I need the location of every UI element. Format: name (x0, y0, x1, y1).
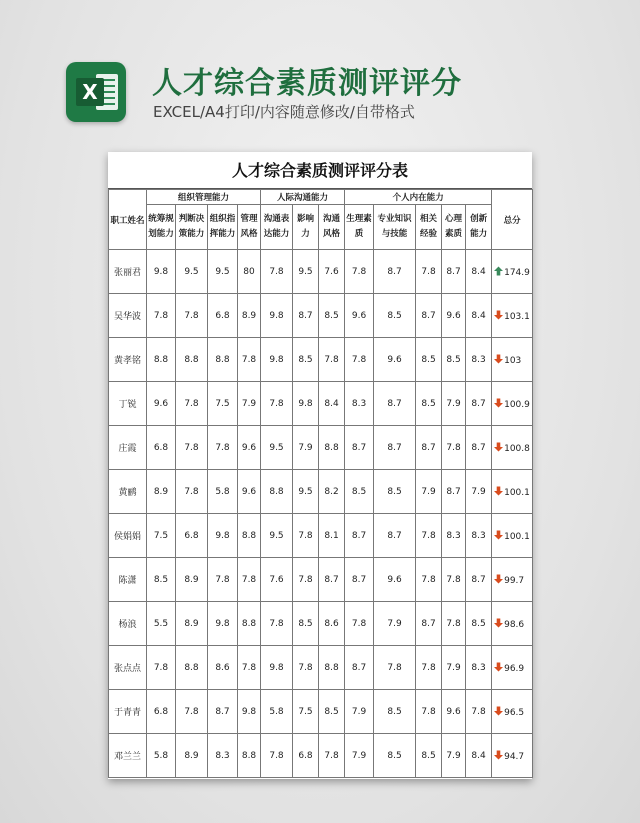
score-cell: 9.5 (208, 250, 238, 294)
score-cell: 7.8 (293, 558, 319, 602)
score-cell: 9.6 (374, 338, 416, 382)
score-cell: 7.8 (261, 602, 293, 646)
total-cell (492, 646, 533, 690)
score-cell: 8.7 (208, 690, 238, 734)
score-cell: 7.8 (319, 734, 345, 778)
score-cell: 8.7 (374, 250, 416, 294)
score-cell: 8.6 (319, 602, 345, 646)
score-cell: 9.8 (261, 294, 293, 338)
score-cell: 8.7 (374, 514, 416, 558)
score-cell: 9.6 (345, 294, 374, 338)
score-cell: 8.7 (319, 558, 345, 602)
score-cell: 8.5 (374, 294, 416, 338)
score-cell: 8.7 (416, 294, 442, 338)
score-cell: 7.8 (238, 338, 261, 382)
score-cell: 6.8 (293, 734, 319, 778)
column-header: 专业知识与技能 (374, 205, 416, 250)
score-cell: 7.8 (261, 734, 293, 778)
score-cell: 8.4 (466, 734, 492, 778)
total-value: 98.6 (504, 619, 525, 630)
column-header: 相关经验 (416, 205, 442, 250)
arrow-down-icon (494, 662, 503, 672)
group-header: 组织管理能力 (147, 190, 261, 205)
score-cell: 8.8 (208, 338, 238, 382)
total-cell (492, 294, 533, 338)
score-cell: 8.6 (208, 646, 238, 690)
total-cell (492, 382, 533, 426)
total-cell (492, 250, 533, 294)
score-cell: 7.8 (261, 382, 293, 426)
score-cell: 9.8 (147, 250, 176, 294)
employee-name: 丁锐 (109, 382, 147, 426)
score-cell: 8.5 (319, 294, 345, 338)
score-cell: 8.7 (466, 426, 492, 470)
arrow-down-icon (494, 442, 503, 452)
sheet-title: 人才综合素质测评评分表 (108, 152, 532, 189)
score-cell: 8.9 (176, 734, 208, 778)
column-header: 组织指挥能力 (208, 205, 238, 250)
table-row (109, 734, 533, 778)
score-cell: 8.9 (176, 602, 208, 646)
column-header: 心理素质 (442, 205, 466, 250)
arrow-down-icon (494, 486, 503, 496)
total-header: 总分 (492, 190, 533, 250)
score-cell: 8.5 (319, 690, 345, 734)
score-cell: 8.7 (345, 514, 374, 558)
employee-name: 黄孝铭 (109, 338, 147, 382)
total-value: 96.9 (504, 663, 525, 674)
total-value: 100.8 (504, 443, 530, 454)
table-row (109, 250, 533, 294)
column-header-row (109, 205, 533, 250)
score-cell: 9.5 (176, 250, 208, 294)
employee-name: 杨浪 (109, 602, 147, 646)
score-cell: 8.5 (416, 382, 442, 426)
total-value: 99.7 (504, 575, 525, 586)
arrow-down-icon (494, 750, 503, 760)
group-header-row (109, 190, 533, 205)
column-header: 管理风格 (238, 205, 261, 250)
score-cell: 7.9 (238, 382, 261, 426)
score-cell: 8.9 (176, 558, 208, 602)
employee-name: 吴华波 (109, 294, 147, 338)
score-cell: 8.8 (238, 602, 261, 646)
score-cell: 7.8 (293, 514, 319, 558)
score-cell: 7.8 (147, 294, 176, 338)
score-cell: 7.8 (208, 558, 238, 602)
score-cell: 8.5 (293, 338, 319, 382)
score-cell: 5.8 (261, 690, 293, 734)
score-cell: 8.5 (293, 602, 319, 646)
page-title: 人才综合素质测评评分 (152, 66, 462, 101)
arrow-up-icon (494, 266, 503, 276)
total-cell (492, 602, 533, 646)
score-cell: 7.8 (416, 250, 442, 294)
score-cell: 7.8 (442, 558, 466, 602)
column-header: 创新能力 (466, 205, 492, 250)
table-body (109, 250, 533, 778)
score-cell: 8.4 (466, 250, 492, 294)
employee-name: 张丽君 (109, 250, 147, 294)
score-cell: 7.8 (374, 646, 416, 690)
score-cell: 8.5 (416, 338, 442, 382)
score-table (108, 189, 533, 778)
total-cell (492, 338, 533, 382)
score-cell: 6.8 (208, 294, 238, 338)
score-cell: 8.7 (442, 250, 466, 294)
page-subtitle: EXCEL/A4打印/内容随意修改/自带格式 (153, 103, 415, 121)
score-cell: 7.8 (238, 558, 261, 602)
employee-name: 侯娟娟 (109, 514, 147, 558)
score-cell: 8.7 (442, 470, 466, 514)
score-cell: 7.5 (147, 514, 176, 558)
score-cell: 8.5 (374, 690, 416, 734)
group-header: 个人内在能力 (345, 190, 492, 205)
score-cell: 9.6 (238, 470, 261, 514)
table-row (109, 470, 533, 514)
score-cell: 9.8 (208, 514, 238, 558)
score-cell: 7.8 (416, 690, 442, 734)
column-header: 统筹规划能力 (147, 205, 176, 250)
score-cell: 8.5 (374, 734, 416, 778)
score-cell: 9.8 (261, 338, 293, 382)
score-cell: 8.5 (416, 734, 442, 778)
score-cell: 8.7 (374, 382, 416, 426)
arrow-down-icon (494, 354, 503, 364)
score-cell: 8.9 (238, 294, 261, 338)
total-value: 100.9 (504, 399, 530, 410)
score-cell: 7.8 (416, 514, 442, 558)
score-cell: 7.8 (345, 602, 374, 646)
table-row (109, 294, 533, 338)
score-cell: 7.9 (442, 646, 466, 690)
score-cell: 8.8 (319, 426, 345, 470)
score-cell: 8.2 (319, 470, 345, 514)
arrow-down-icon (494, 530, 503, 540)
table-row (109, 338, 533, 382)
total-cell (492, 470, 533, 514)
score-cell: 7.9 (466, 470, 492, 514)
score-cell: 8.7 (345, 426, 374, 470)
score-cell: 7.6 (261, 558, 293, 602)
score-cell: 7.8 (345, 338, 374, 382)
score-cell: 8.8 (319, 646, 345, 690)
table-row (109, 602, 533, 646)
score-cell: 8.7 (416, 426, 442, 470)
score-cell: 7.8 (345, 250, 374, 294)
score-cell: 8.8 (238, 514, 261, 558)
score-cell: 7.9 (442, 382, 466, 426)
score-cell: 8.3 (466, 338, 492, 382)
employee-name: 于青青 (109, 690, 147, 734)
score-cell: 7.9 (345, 734, 374, 778)
score-cell: 5.8 (147, 734, 176, 778)
score-cell: 9.6 (374, 558, 416, 602)
score-cell: 8.7 (416, 602, 442, 646)
table-row (109, 382, 533, 426)
score-cell: 7.8 (208, 426, 238, 470)
score-cell: 9.8 (208, 602, 238, 646)
column-header: 沟通风格 (319, 205, 345, 250)
score-cell: 9.5 (261, 426, 293, 470)
score-cell: 5.8 (208, 470, 238, 514)
score-cell: 7.8 (176, 690, 208, 734)
score-cell: 8.7 (345, 646, 374, 690)
score-cell: 8.8 (176, 646, 208, 690)
score-cell: 8.5 (442, 338, 466, 382)
score-cell: 9.6 (442, 294, 466, 338)
score-cell: 8.5 (466, 602, 492, 646)
score-cell: 8.7 (345, 558, 374, 602)
score-cell: 8.3 (208, 734, 238, 778)
score-cell: 7.8 (176, 426, 208, 470)
score-cell: 8.1 (319, 514, 345, 558)
column-header: 影响力 (293, 205, 319, 250)
score-cell: 7.8 (442, 426, 466, 470)
total-value: 94.7 (504, 751, 525, 762)
table-row (109, 426, 533, 470)
score-cell: 7.5 (293, 690, 319, 734)
score-cell: 9.5 (261, 514, 293, 558)
score-cell: 7.6 (319, 250, 345, 294)
total-value: 103 (504, 355, 522, 366)
score-cell: 9.6 (147, 382, 176, 426)
score-cell: 9.5 (293, 470, 319, 514)
score-cell: 6.8 (176, 514, 208, 558)
score-cell: 9.8 (261, 646, 293, 690)
score-cell: 7.9 (416, 470, 442, 514)
name-header: 职工姓名 (109, 190, 147, 250)
score-cell: 8.7 (374, 426, 416, 470)
excel-logo-icon (66, 62, 126, 122)
score-cell: 8.3 (466, 514, 492, 558)
total-value: 174.9 (504, 267, 530, 278)
score-cell: 9.8 (238, 690, 261, 734)
score-cell: 8.8 (147, 338, 176, 382)
total-cell (492, 734, 533, 778)
score-cell: 9.6 (442, 690, 466, 734)
table-row (109, 514, 533, 558)
score-cell: 7.8 (176, 382, 208, 426)
score-cell: 80 (238, 250, 261, 294)
score-cell: 8.5 (345, 470, 374, 514)
table-row (109, 646, 533, 690)
arrow-down-icon (494, 574, 503, 584)
score-cell: 8.7 (466, 558, 492, 602)
score-cell: 7.9 (345, 690, 374, 734)
arrow-down-icon (494, 706, 503, 716)
score-cell: 8.9 (147, 470, 176, 514)
table-row (109, 558, 533, 602)
score-cell: 8.4 (466, 294, 492, 338)
score-cell: 6.8 (147, 426, 176, 470)
total-cell (492, 690, 533, 734)
score-cell: 7.8 (466, 690, 492, 734)
total-value: 96.5 (504, 707, 525, 718)
score-cell: 8.4 (319, 382, 345, 426)
spreadsheet-paper (108, 152, 532, 779)
score-cell: 7.8 (238, 646, 261, 690)
score-cell: 7.8 (319, 338, 345, 382)
score-cell: 6.8 (147, 690, 176, 734)
score-cell: 7.9 (293, 426, 319, 470)
score-cell: 7.8 (261, 250, 293, 294)
score-cell: 7.9 (374, 602, 416, 646)
score-cell: 8.8 (261, 470, 293, 514)
score-cell: 7.8 (176, 294, 208, 338)
employee-name: 陈潇 (109, 558, 147, 602)
employee-name: 庄霞 (109, 426, 147, 470)
employee-name: 张点点 (109, 646, 147, 690)
table-row (109, 690, 533, 734)
score-cell: 8.3 (345, 382, 374, 426)
score-cell: 7.5 (208, 382, 238, 426)
score-cell: 7.8 (147, 646, 176, 690)
total-value: 103.1 (504, 311, 530, 322)
score-cell: 8.7 (466, 382, 492, 426)
score-cell: 8.3 (466, 646, 492, 690)
score-cell: 8.7 (293, 294, 319, 338)
arrow-down-icon (494, 398, 503, 408)
score-cell: 7.8 (416, 646, 442, 690)
score-cell: 7.8 (293, 646, 319, 690)
employee-name: 邓兰兰 (109, 734, 147, 778)
score-cell: 5.5 (147, 602, 176, 646)
score-cell: 8.8 (238, 734, 261, 778)
score-cell: 7.9 (442, 734, 466, 778)
column-header: 生理素质 (345, 205, 374, 250)
arrow-down-icon (494, 618, 503, 628)
group-header: 人际沟通能力 (261, 190, 345, 205)
column-header: 沟通表达能力 (261, 205, 293, 250)
total-value: 100.1 (504, 531, 530, 542)
score-cell: 7.8 (442, 602, 466, 646)
score-cell: 9.8 (293, 382, 319, 426)
arrow-down-icon (494, 310, 503, 320)
total-cell (492, 426, 533, 470)
score-cell: 8.5 (374, 470, 416, 514)
score-cell: 8.5 (147, 558, 176, 602)
score-cell: 7.8 (416, 558, 442, 602)
score-cell: 8.3 (442, 514, 466, 558)
total-value: 100.1 (504, 487, 530, 498)
score-cell: 8.8 (176, 338, 208, 382)
column-header: 判断决策能力 (176, 205, 208, 250)
score-cell: 9.6 (238, 426, 261, 470)
x-letter-icon: X (76, 78, 104, 106)
employee-name: 黄鹂 (109, 470, 147, 514)
total-cell (492, 558, 533, 602)
score-cell: 9.5 (293, 250, 319, 294)
total-cell (492, 514, 533, 558)
score-cell: 7.8 (176, 470, 208, 514)
